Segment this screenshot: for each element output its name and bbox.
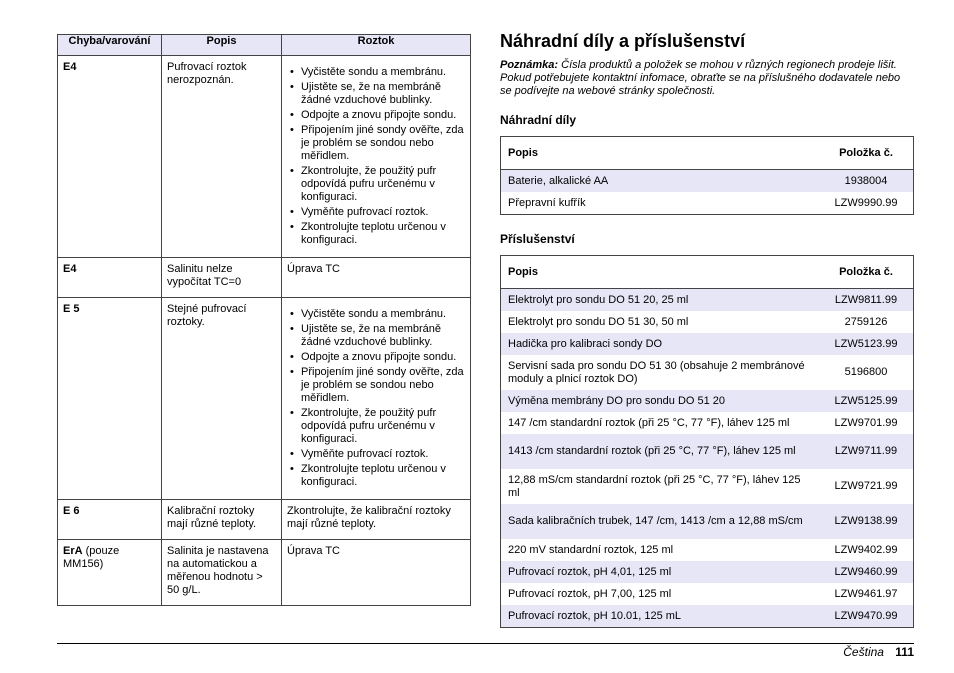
error-code: E 6	[63, 505, 80, 517]
error-code-note: (pouze MM156)	[63, 545, 120, 570]
note-label: Poznámka:	[500, 59, 559, 71]
accessory-row	[501, 583, 914, 605]
solution-step: • Vyměňte pufrovací roztok.	[287, 206, 465, 219]
error-code-cell	[58, 500, 162, 540]
solution-text: Zkontrolujte, že kalibrační roztoky mají různé teploty.	[287, 505, 451, 530]
solution-step: • Ujistěte se, že na membráně žádné vzduchové bublinky.	[287, 323, 465, 349]
accessory-row-desc: 1413 /cm standardní roztok (při 25 °C, 77 °F), láhev 125 ml	[501, 434, 820, 469]
accessory-row-desc: Pufrovací roztok, pH 4,01, 125 ml	[501, 561, 820, 583]
error-solution	[282, 298, 471, 500]
accessory-row-desc: Elektrolyt pro sondu DO 51 20, 25 ml	[501, 289, 820, 312]
header-description: Popis	[162, 35, 282, 56]
spare-parts-heading: Náhradní díly	[500, 113, 577, 127]
spare-part-row-item: 1938004	[819, 170, 914, 193]
solution-steps	[287, 303, 465, 489]
spare-parts-header-desc: Popis	[501, 137, 820, 170]
spare-parts-body	[501, 170, 914, 215]
spare-parts-table	[500, 136, 914, 215]
accessory-row-item: LZW9711.99	[819, 434, 914, 469]
header-solution: Roztok	[282, 35, 471, 56]
accessory-row	[501, 289, 914, 312]
solution-steps	[287, 61, 465, 247]
accessories-body	[501, 289, 914, 628]
solution-step: • Připojením jiné sondy ověřte, zda je problém se sondou nebo měřidlem.	[287, 366, 465, 405]
spare-part-row	[501, 192, 914, 215]
solution-step: • Zkontrolujte teplotu určenou v konfiguraci.	[287, 221, 465, 247]
error-table-body	[58, 56, 471, 606]
accessory-row	[501, 355, 914, 390]
accessory-row-item: LZW9402.99	[834, 543, 898, 556]
solution-text: Úprava TC	[287, 263, 340, 275]
error-code-cell	[58, 298, 162, 500]
parts-section	[500, 30, 914, 628]
accessory-row	[501, 469, 914, 504]
accessory-row-item: LZW5125.99	[819, 390, 914, 412]
error-code: E4	[63, 263, 77, 275]
accessory-row-desc: Pufrovací roztok, pH 10.01, 125 mL	[501, 605, 820, 628]
error-code: E4	[63, 61, 77, 73]
error-code-cell	[58, 540, 162, 606]
accessory-row-item: LZW9701.99	[834, 416, 898, 429]
accessory-row-desc: 220 mV standardní roztok, 125 ml	[508, 543, 674, 556]
accessory-row-desc: 12,88 mS/cm standardní roztok (při 25 °C, 77 °F), láhev 125 ml	[508, 473, 801, 499]
accessory-row	[501, 333, 914, 355]
error-code-cell	[58, 258, 162, 298]
solution-step: • Vyčistěte sondu a membránu.	[287, 308, 465, 321]
solution-text: Úprava TC	[287, 545, 340, 557]
accessory-row	[501, 311, 914, 333]
spare-parts-header-item: Položka č.	[819, 137, 914, 170]
error-row	[58, 500, 471, 540]
accessory-row-item: LZW9460.99	[819, 561, 914, 583]
accessory-row-desc: Hadička pro kalibraci sondy DO	[501, 333, 820, 355]
accessory-row	[501, 434, 914, 469]
accessory-row	[501, 504, 914, 539]
error-table	[57, 34, 471, 606]
error-code-cell	[58, 56, 162, 258]
accessory-row-desc: Pufrovací roztok, pH 7,00, 125 ml	[508, 587, 672, 600]
solution-step: • Zkontrolujte, že použitý pufr odpovídá pufru určenému v konfiguraci.	[287, 407, 465, 446]
error-solution	[282, 56, 471, 258]
section-title: Náhradní díly a příslušenství	[500, 31, 746, 51]
accessories-table	[500, 255, 914, 628]
solution-step: • Připojením jiné sondy ověřte, zda je problém se sondou nebo měřidlem.	[287, 124, 465, 163]
footer-language: Čeština	[843, 645, 884, 659]
spare-parts-header	[501, 137, 914, 170]
error-table-header	[58, 35, 471, 56]
accessory-row	[501, 412, 914, 434]
accessory-row-item: 2759126	[844, 315, 888, 328]
accessory-row-item: LZW9138.99	[819, 504, 914, 539]
error-code: ErA	[63, 545, 83, 557]
spare-part-row-desc: Přepravní kufřík	[508, 196, 586, 209]
accessory-row-desc: Sada kalibračních trubek, 147 /cm, 1413 /cm a 12,88 mS/cm	[501, 504, 820, 539]
accessory-row	[501, 561, 914, 583]
solution-step: • Zkontrolujte teplotu určenou v konfiguraci.	[287, 463, 465, 489]
accessory-row-item: LZW9721.99	[834, 480, 898, 492]
solution-step: • Vyčistěte sondu a membránu.	[287, 66, 465, 79]
accessory-row	[501, 390, 914, 412]
error-description: Kalibrační roztoky mají různé teploty.	[162, 500, 282, 540]
error-row	[58, 56, 471, 258]
accessory-row-desc: 147 /cm standardní roztok (při 25 °C, 77 °F), láhev 125 ml	[508, 416, 790, 429]
error-row	[58, 298, 471, 500]
accessories-header	[501, 256, 914, 289]
footer	[843, 645, 914, 659]
accessory-row-desc: Elektrolyt pro sondu DO 51 30, 50 ml	[508, 315, 689, 328]
error-solution	[282, 258, 471, 298]
spare-part-row-desc: Baterie, alkalické AA	[501, 170, 820, 193]
error-description: Pufrovací roztok nerozpoznán.	[162, 56, 282, 258]
error-row	[58, 540, 471, 606]
accessory-row-item: LZW9461.97	[834, 587, 898, 600]
solution-step: • Odpojte a znovu připojte sondu.	[287, 351, 465, 364]
footer-divider	[57, 643, 914, 644]
error-description: Salinitu nelze vypočítat TC=0	[162, 258, 282, 298]
error-solution	[282, 500, 471, 540]
spare-part-row	[501, 170, 914, 193]
error-code: E 5	[63, 303, 80, 315]
accessory-row-item: LZW9811.99	[819, 289, 914, 312]
accessories-heading: Příslušenství	[500, 232, 575, 246]
error-description: Salinita je nastavena na automatickou a měřenou hodnotu > 50 g/L.	[162, 540, 282, 606]
accessory-row-desc: Výměna membrány DO pro sondu DO 51 20	[501, 390, 820, 412]
accessory-row-item: LZW9470.99	[819, 605, 914, 628]
solution-step: • Vyměňte pufrovací roztok.	[287, 448, 465, 461]
accessory-row	[501, 539, 914, 561]
accessory-row-desc: Servisní sada pro sondu DO 51 30 (obsahuje 2 membránové moduly a plnicí roztok DO)	[508, 359, 805, 385]
page-number: 111	[895, 645, 914, 659]
note	[500, 59, 914, 98]
spare-part-row-item: LZW9990.99	[834, 196, 898, 209]
accessory-row-item: 5196800	[844, 366, 888, 378]
error-row	[58, 258, 471, 298]
error-solution	[282, 540, 471, 606]
accessories-header-item: Položka č.	[819, 256, 914, 289]
accessory-row	[501, 605, 914, 628]
solution-step: • Ujistěte se, že na membráně žádné vzduchové bublinky.	[287, 81, 465, 107]
error-description: Stejné pufrovací roztoky.	[162, 298, 282, 500]
accessories-header-desc: Popis	[501, 256, 820, 289]
header-error-code: Chyba/varování	[58, 35, 162, 56]
solution-step: • Odpojte a znovu připojte sondu.	[287, 109, 465, 122]
note-text: Čísla produktů a položek se mohou v různých regionech prodeje lišit. Pokud potřebujete kontaktní infomace, obraťte se na příslušného dodavatele nebo se podívejte na webové stránky společnosti.	[500, 59, 901, 97]
solution-step: • Zkontrolujte, že použitý pufr odpovídá pufru určenému v konfiguraci.	[287, 165, 465, 204]
accessory-row-item: LZW5123.99	[819, 333, 914, 355]
